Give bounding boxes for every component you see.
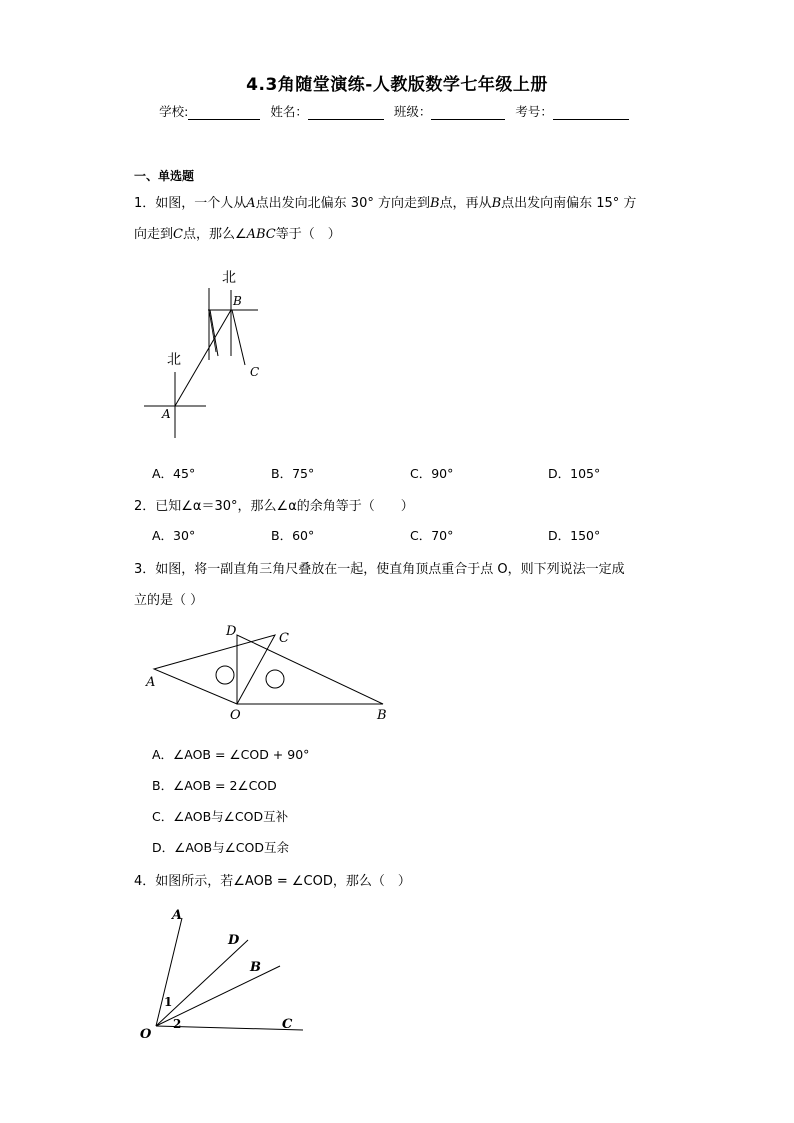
- q1-text: 点，再从: [439, 196, 492, 211]
- q1-option-b[interactable]: B．75°: [271, 466, 315, 481]
- q1-point-b: B: [429, 196, 440, 211]
- triangle-hole-right: [266, 670, 284, 688]
- q3-option-c[interactable]: C．∠AOB与∠COD互补: [152, 809, 289, 824]
- number-label: 考号：: [515, 104, 553, 119]
- segment-ab: [175, 310, 231, 406]
- number-blank[interactable]: [553, 105, 629, 120]
- q1-text: 向走到: [134, 227, 174, 242]
- q1-angle-abc: ABC: [246, 227, 276, 242]
- student-info-line: [0, 102, 794, 120]
- q1-point-b: B: [491, 196, 502, 211]
- name-label: 姓名：: [270, 104, 308, 119]
- q1-option-a[interactable]: A．45°: [152, 466, 196, 481]
- angle-2-label: 2: [173, 1017, 182, 1031]
- q1-option-d[interactable]: D．105°: [548, 466, 601, 481]
- q1-option-c[interactable]: C．90°: [410, 466, 454, 481]
- label-o: O: [230, 708, 241, 723]
- q2-option-c[interactable]: C．70°: [410, 528, 454, 543]
- q1-text: 点出发向北偏东 30° 方向走到: [255, 196, 430, 211]
- class-label: 班级：: [393, 104, 432, 119]
- label-b: B: [233, 294, 242, 308]
- q1-point-a: A: [246, 196, 256, 211]
- ray-oa: [156, 918, 182, 1026]
- section-title: 一、单选题: [134, 169, 195, 183]
- q3-option-b[interactable]: B．∠AOB = 2∠COD: [152, 778, 277, 793]
- q1-text: 点，那么∠: [182, 227, 247, 242]
- school-label: 学校:: [159, 104, 189, 119]
- label-c: C: [282, 1017, 293, 1032]
- q1-figure: [130, 260, 280, 445]
- q3-figure: [140, 620, 395, 725]
- q1-line2: [134, 223, 341, 242]
- label-a: A: [146, 675, 156, 690]
- north-label-a: 北: [167, 352, 181, 368]
- north-label-b: 北: [222, 270, 236, 286]
- q1-text: 等于（ ）: [275, 227, 341, 242]
- label-b: B: [250, 960, 261, 975]
- q3-line1: 3．如图，将一副直角三角尺叠放在一起，使直角顶点重合于点 O，则下列说法一定成: [134, 562, 625, 577]
- triangle-aoc: [154, 635, 275, 704]
- q4-figure: [132, 900, 312, 1045]
- segment-bc-ray: [232, 310, 245, 365]
- q2-text: 2．已知∠α＝30°，那么∠α的余角等于（ ）: [134, 499, 414, 514]
- label-b: B: [377, 708, 387, 723]
- q1-line1: [134, 192, 636, 211]
- q1-text: 1．如图，一个人从: [134, 196, 247, 211]
- q2-option-a[interactable]: A．30°: [152, 528, 196, 543]
- q2-option-d[interactable]: D．150°: [548, 528, 601, 543]
- label-o: O: [140, 1027, 152, 1042]
- triangle-hole-left: [216, 666, 234, 684]
- label-d: D: [226, 624, 237, 639]
- school-blank[interactable]: [188, 105, 260, 120]
- class-blank[interactable]: [431, 105, 505, 120]
- page-title: 4.3角随堂演练-人教版数学七年级上册: [246, 75, 548, 95]
- q3-option-a[interactable]: A．∠AOB = ∠COD + 90°: [152, 747, 310, 762]
- label-d: D: [228, 933, 240, 948]
- angle-1-label: 1: [164, 995, 173, 1009]
- segment-bc: [210, 310, 218, 356]
- q4-text: 4．如图所示，若∠AOB = ∠COD，那么（ ）: [134, 874, 411, 889]
- label-a: A: [162, 407, 171, 421]
- label-c: C: [279, 631, 289, 646]
- ray-od: [156, 940, 248, 1026]
- q2-option-b[interactable]: B．60°: [271, 528, 315, 543]
- triangle-dob: [237, 635, 383, 704]
- q1-point-c: C: [173, 227, 183, 242]
- name-blank[interactable]: [308, 105, 384, 120]
- label-a: A: [172, 908, 183, 923]
- q1-text: 点出发向南偏东 15° 方: [501, 196, 637, 211]
- q3-line2: 立的是（ ）: [134, 593, 204, 608]
- label-c: C: [250, 365, 260, 379]
- q3-option-d[interactable]: D．∠AOB与∠COD互余: [152, 840, 289, 855]
